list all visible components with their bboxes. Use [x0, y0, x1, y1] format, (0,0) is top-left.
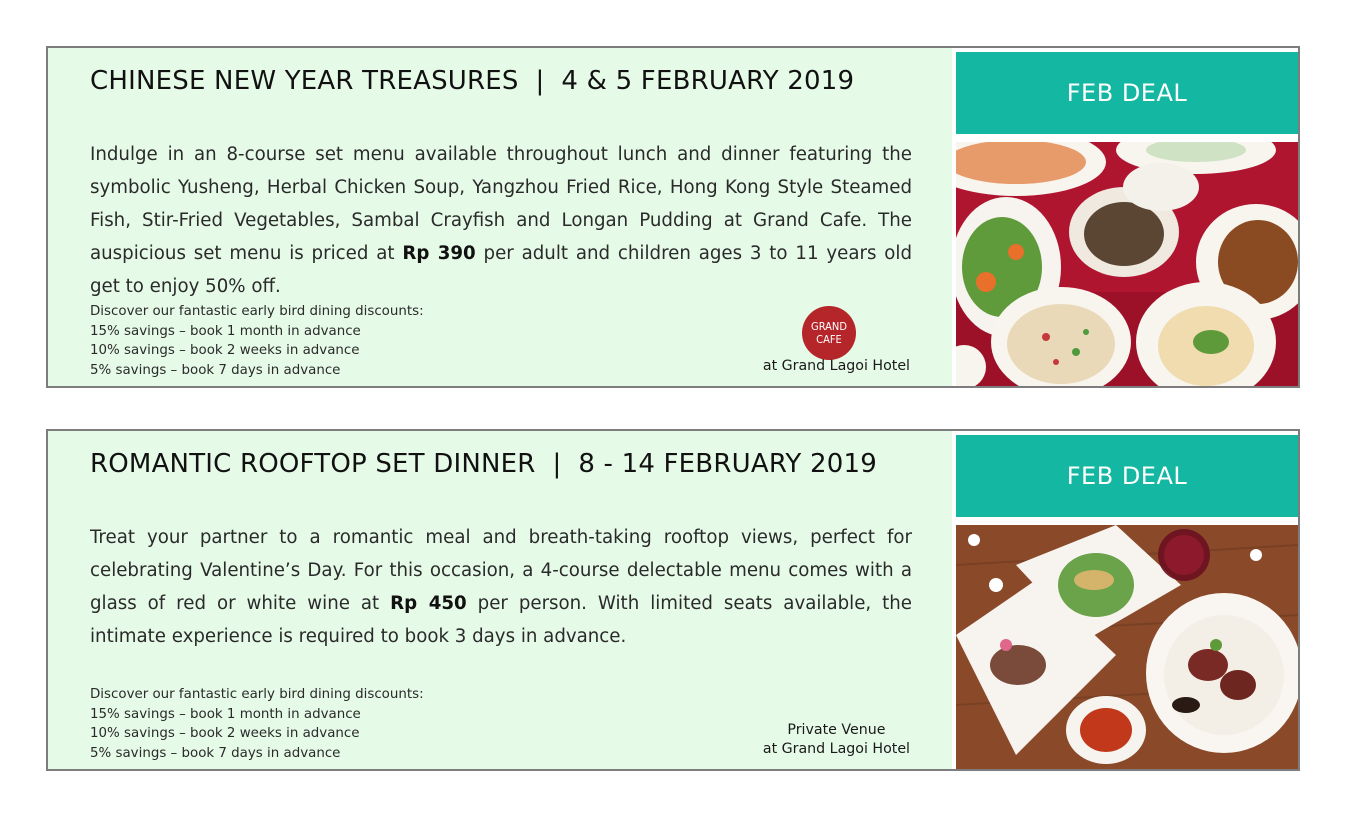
desc-text: Treat your partner to a romantic meal and breath-taking rooftop views, perfect for celebrating Valentine’s Day. For this occasion, a 4-course delectable menu comes with a glass of red or white wine at	[90, 527, 912, 614]
desc-text: per adult and children ages 3 to 11 years old get to enjoy 50% off.	[90, 243, 912, 297]
early-bird-line: 10% savings – book 2 weeks in advance	[90, 343, 360, 358]
feb-deal-badge: FEB DEAL	[956, 435, 1298, 517]
promo-image-panel	[956, 435, 1298, 769]
promo-description	[90, 138, 912, 303]
early-bird-line: 15% savings – book 1 month in advance	[90, 323, 361, 339]
venue-label	[763, 721, 910, 759]
early-bird-line: 5% savings – book 7 days in advance	[90, 362, 341, 378]
desc-text: Indulge in an 8-course set menu available throughout lunch and dinner featuring the symbolic Yusheng, Herbal Chicken Soup, Yangzhou Fried Rice, Hong Kong Style Steamed Fish, Stir-Fried Vegetables, Sambal Crayfish and Longan Pudding at Grand Cafe. The auspicious set menu is priced at	[90, 144, 912, 264]
early-bird-discounts	[90, 302, 424, 380]
early-bird-line: 15% savings – book 1 month in advance	[90, 706, 361, 722]
promo-card-cny	[46, 46, 1300, 388]
early-bird-title: Discover our fantastic early bird dining discounts:	[90, 304, 424, 319]
desc-text: per person. With limited seats available, the intimate experience is required to book 3 days in advance.	[90, 593, 912, 647]
feb-deal-badge: FEB DEAL	[956, 52, 1298, 134]
promo-description	[90, 521, 912, 653]
price: Rp 390	[402, 243, 476, 264]
early-bird-discounts	[90, 685, 424, 763]
promo-image-panel	[956, 52, 1298, 386]
venue-line: Private Venue	[787, 722, 886, 738]
chinese-feast-photo	[956, 142, 1298, 386]
promo-title: ROMANTIC ROOFTOP SET DINNER | 8 - 14 FEBRUARY 2019	[90, 449, 877, 479]
promo-title: CHINESE NEW YEAR TREASURES | 4 & 5 FEBRUARY 2019	[90, 66, 855, 96]
venue-line: at Grand Lagoi Hotel	[762, 358, 910, 374]
promo-text-panel	[48, 48, 952, 386]
early-bird-line: 5% savings – book 7 days in advance	[90, 745, 341, 761]
logo-text: CAFE	[816, 333, 842, 346]
price: Rp 450	[390, 593, 467, 614]
early-bird-line: 10% savings – book 2 weeks in advance	[90, 726, 360, 741]
promo-text-panel	[48, 431, 952, 769]
venue-line: at Grand Lagoi Hotel	[762, 741, 910, 757]
grand-cafe-logo	[802, 306, 856, 360]
early-bird-title: Discover our fantastic early bird dining discounts:	[90, 687, 424, 702]
logo-text: GRAND	[811, 320, 847, 333]
romantic-dinner-photo	[956, 525, 1298, 769]
venue-label	[763, 357, 910, 376]
promo-card-valentine	[46, 429, 1300, 771]
